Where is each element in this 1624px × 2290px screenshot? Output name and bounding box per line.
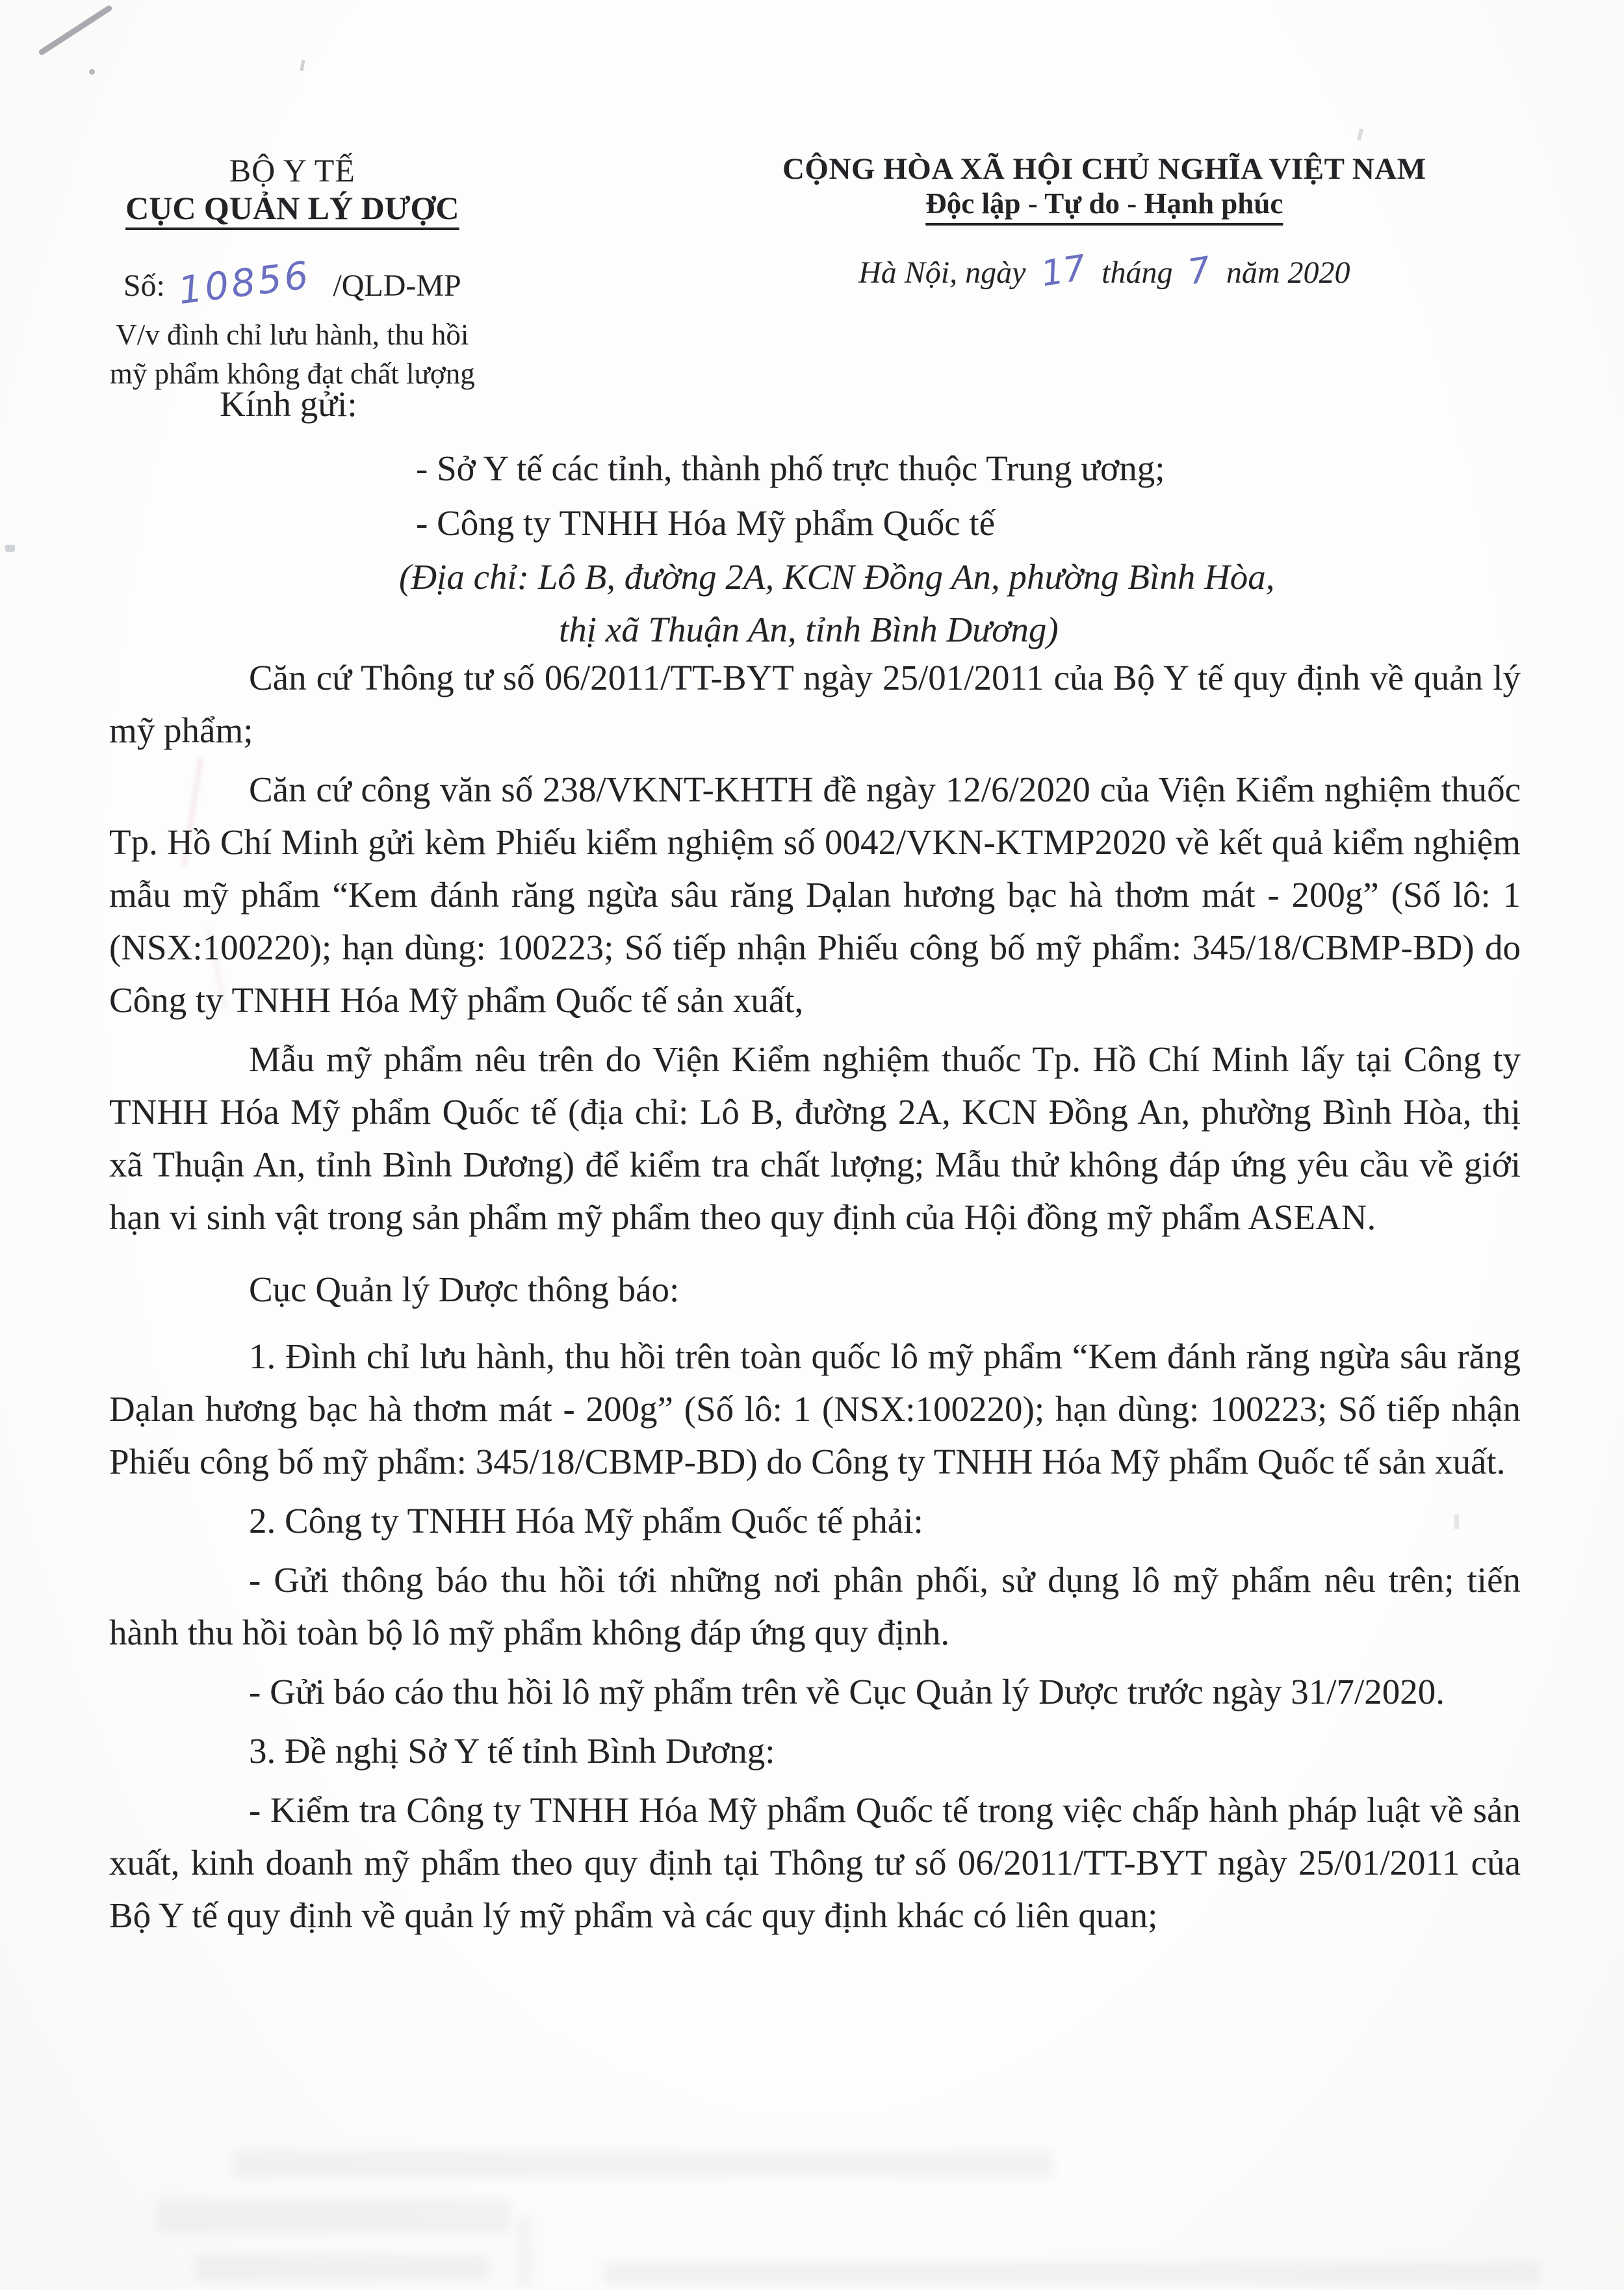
letterhead-issuer-block — [0, 151, 585, 393]
paragraph-legal-basis-2: Căn cứ công văn số 238/VKNT-KHTH đề ngày 12/6/2020 của Viện Kiểm nghiệm thuốc Tp. Hồ Chí Minh gửi kèm Phiếu kiểm nghiệm số 0042/VKN-KTMP2020 về kết quả kiểm nghiệm mẫu mỹ phẩm “Kem đánh răng ngừa sâu răng Dạlan hương bạc hà thơm mát - 200g” (Số lô: 1 (NSX:100220); hạn dùng: 100223; Số tiếp nhận Phiếu công bố mỹ phẩm: 345/18/CBMP-BD) do Công ty TNHH Hóa Mỹ phẩm Quốc tế sản xuất, — [109, 770, 1521, 1020]
subject-line-1: V/v đình chỉ lưu hành, thu hồi — [116, 319, 469, 351]
recipients-block — [220, 384, 1474, 656]
national-motto: Độc lập - Tự do - Hạnh phúc — [925, 187, 1283, 220]
scan-speck — [89, 69, 95, 75]
month-handwritten: 7 — [1185, 248, 1214, 293]
paragraph-legal-basis-1: Căn cứ Thông tư số 06/2011/TT-BYT ngày 25/01/2011 của Bộ Y tế quy định về quản lý mỹ phẩm; — [109, 658, 1521, 750]
day-handwritten: 17 — [1038, 247, 1089, 294]
pen-stroke-artifact — [38, 5, 113, 56]
letterhead — [0, 151, 1624, 393]
year-suffix: năm 2020 — [1226, 255, 1350, 290]
salutation: Kính gửi: — [220, 384, 357, 424]
recipient-line-1: - Sở Y tế các tỉnh, thành phố trực thuộc Trung ương; — [416, 449, 1165, 488]
bleed-through-artifact — [604, 2262, 1540, 2284]
subject-line — [0, 315, 585, 393]
bleed-through-artifact — [234, 2150, 1053, 2178]
bleed-through-artifact — [517, 2215, 532, 2285]
national-motto-wrap — [585, 187, 1624, 220]
letterhead-national-block — [585, 151, 1624, 393]
document-number-label: Số: — [123, 268, 165, 303]
paragraph-item-2: 2. Công ty TNHH Hóa Mỹ phẩm Quốc tế phải: — [249, 1501, 923, 1541]
place-date-prefix: Hà Nội, ngày — [858, 255, 1026, 290]
national-title: CỘNG HÒA XÃ HỘI CHỦ NGHĨA VIỆT NAM — [782, 152, 1426, 186]
department-name: CỤC QUẢN LÝ DƯỢC — [125, 190, 459, 226]
paragraph-item-3-dash-1: - Kiểm tra Công ty TNHH Hóa Mỹ phẩm Quốc tế trong việc chấp hành pháp luật về sản xuất, kinh doanh mỹ phẩm theo quy định tại Thông tư số 06/2011/TT-BYT ngày 25/01/2011 của Bộ Y tế quy định về quản lý mỹ phẩm và các quy định khác có liên quan; — [109, 1790, 1521, 1935]
document-number-handwritten: 10856 — [175, 252, 313, 313]
paragraph-item-2-dash-2: - Gửi báo cáo thu hồi lô mỹ phẩm trên về Cục Quản lý Dược trước ngày 31/7/2020. — [249, 1672, 1445, 1711]
paragraph-item-3: 3. Đề nghị Sở Y tế tỉnh Bình Dương: — [249, 1731, 775, 1771]
place-date-line — [585, 247, 1624, 294]
paragraph-item-2-dash-1: - Gửi thông báo thu hồi tới những nơi phân phối, sử dụng lô mỹ phẩm nêu trên; tiến hành thu hồi toàn bộ lô mỹ phẩm không đáp ứng quy định. — [109, 1560, 1521, 1652]
recipient-address-line-2: thị xã Thuận An, tỉnh Bình Dương) — [559, 610, 1059, 649]
letter-body — [109, 651, 1521, 1948]
paragraph-announcement: Cục Quản lý Dược thông báo: — [249, 1269, 680, 1309]
ministry-name: BỘ Y TẾ — [229, 152, 355, 189]
paragraph-item-1: 1. Đình chỉ lưu hành, thu hồi trên toàn quốc lô mỹ phẩm “Kem đánh răng ngừa sâu răng Dạlan hương bạc hà thơm mát - 200g” (Số lô: 1 (NSX:100220); hạn dùng: 100223; Số tiếp nhận Phiếu công bố mỹ phẩm: 345/18/CBMP-BD) do Công ty TNHH Hóa Mỹ phẩm Quốc tế sản xuất. — [109, 1336, 1521, 1481]
scan-speck — [5, 545, 15, 552]
document-number-line — [0, 252, 585, 313]
bleed-through-artifact — [195, 2254, 491, 2282]
department-name-wrap — [0, 189, 585, 227]
month-label: tháng — [1102, 255, 1173, 290]
scan-speck — [300, 60, 305, 72]
recipient-address-line-1: (Địa chỉ: Lô B, đường 2A, KCN Đồng An, phường Bình Hòa, — [399, 557, 1275, 597]
bleed-through-artifact — [156, 2200, 510, 2233]
paragraph-sample-findings: Mẫu mỹ phẩm nêu trên do Viện Kiểm nghiệm thuốc Tp. Hồ Chí Minh lấy tại Công ty TNHH Hóa Mỹ phẩm Quốc tế (địa chỉ: Lô B, đường 2A, KCN Đồng An, phường Bình Hòa, thị xã Thuận An, tỉnh Bình Dương) để kiểm tra chất lượng; Mẫu thử không đáp ứng yêu cầu về giới hạn vi sinh vật trong sản phẩm mỹ phẩm theo quy định của Hội đồng mỹ phẩm ASEAN. — [109, 1039, 1521, 1237]
document-number-suffix: /QLD-MP — [333, 268, 461, 303]
subject-line-2: mỹ phẩm không đạt chất lượng — [109, 358, 475, 390]
scan-speck — [1357, 129, 1363, 141]
recipient-line-2: - Công ty TNHH Hóa Mỹ phẩm Quốc tế — [416, 503, 996, 543]
